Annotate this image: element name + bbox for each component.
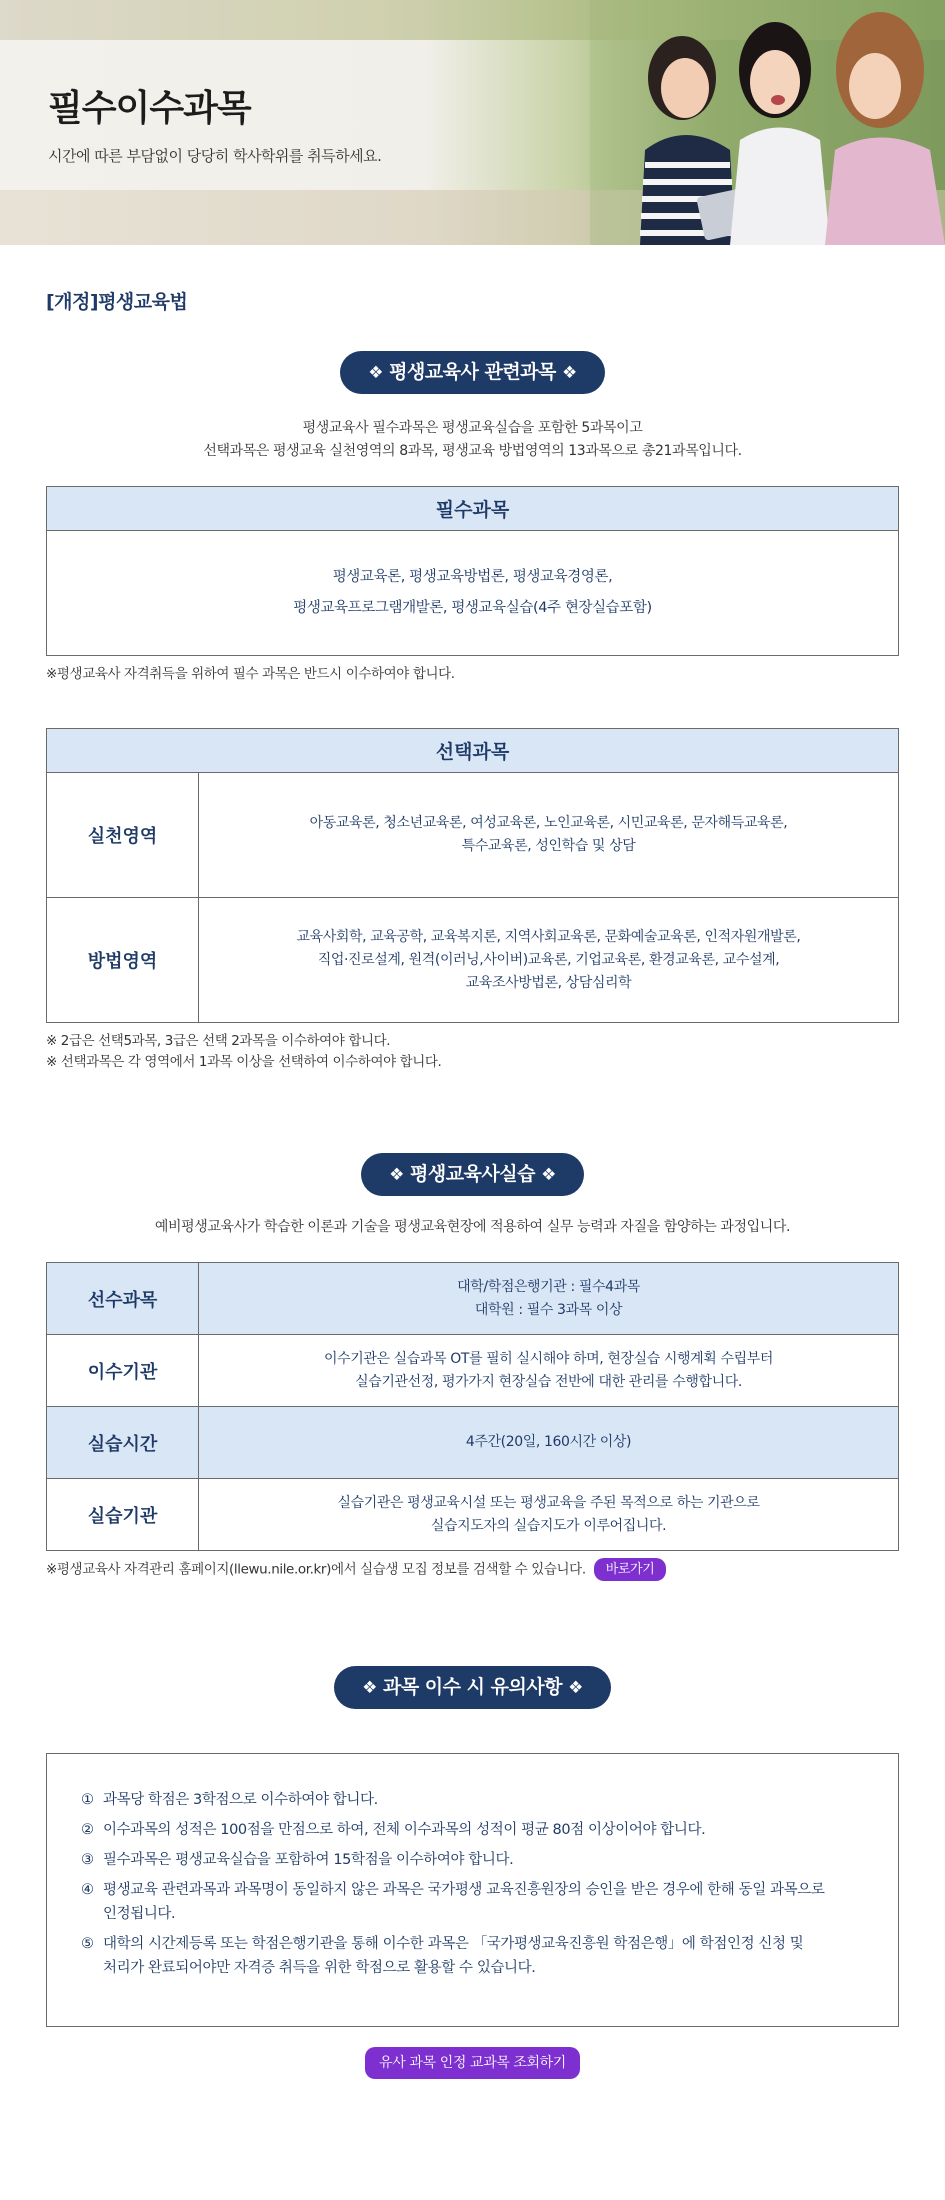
four-diamond-icon: ❖	[568, 1678, 583, 1698]
item-line: 과목당 학점은 3학점으로 이수하여야 합니다.	[103, 1792, 378, 1808]
section-pill-practicum	[361, 1153, 584, 1196]
students-photo	[590, 0, 945, 245]
item-number: ③	[81, 1852, 94, 1868]
row-label: 선수과목	[47, 1263, 199, 1335]
section2-lead: 예비평생교육사가 학습한 이론과 기술을 평생교육현장에 적용하여 실무 능력과 자질을 함양하는 과정입니다.	[154, 1219, 791, 1235]
value-line: 대학/학점은행기관 : 필수4과목	[457, 1278, 640, 1295]
item-number: ②	[81, 1822, 94, 1838]
table-header: 필수과목	[47, 487, 899, 531]
go-button[interactable]: 바로가기	[594, 1558, 667, 1581]
value-line: 직업·진로설계, 원격(이러닝,사이버)교육론, 기업교육론, 환경교육론, 교수설계,	[317, 951, 780, 968]
row-value	[199, 1407, 899, 1479]
lead-line: 평생교육사 필수과목은 평생교육실습을 포함한 5과목이고	[302, 420, 643, 436]
required-courses-cell	[47, 531, 899, 656]
row-value	[199, 1263, 899, 1335]
item-text	[103, 1848, 513, 1872]
elective-notes	[46, 1031, 899, 1073]
section1-lead	[46, 417, 899, 463]
row-label: 실천영역	[47, 773, 199, 898]
list-item	[81, 1788, 864, 1812]
pill-label: 과목 이수 시 유의사항	[382, 1676, 563, 1698]
elective-courses-table	[46, 728, 899, 1023]
item-line: 처리가 완료되어야만 자격증 취득을 위한 학점으로 활용할 수 있습니다.	[103, 1960, 536, 1976]
item-line: 평생교육 관련과목과 과목명이 동일하지 않은 과목은 국가평생 교육진흥원장의 승인을 받은 경우에 한해 동일 과목으로	[103, 1882, 825, 1898]
item-text	[103, 1788, 378, 1812]
pill-label: 평생교육사실습	[410, 1163, 535, 1185]
value-line: 대학원 : 필수 3과목 이상	[474, 1301, 623, 1318]
table-row	[47, 898, 899, 1023]
row-value	[199, 1479, 899, 1551]
table-row	[47, 1335, 899, 1407]
four-diamond-icon: ❖	[389, 1165, 404, 1185]
page-subtitle: 시간에 따른 부담없이 당당히 학사학위를 취득하세요.	[48, 147, 382, 165]
list-item	[81, 1878, 864, 1926]
value-line: 이수기관은 실습과목 OT를 필히 실시해야 하며, 현장실습 시행계획 수립부터	[324, 1350, 773, 1367]
item-number: ①	[81, 1792, 94, 1808]
row-value	[199, 773, 899, 898]
row-label: 실습시간	[47, 1407, 199, 1479]
course-line: 평생교육프로그램개발론, 평생교육실습(4주 현장실습포함)	[293, 600, 652, 616]
section-pill-related-courses	[340, 351, 605, 394]
value-line: 실습기관선정, 평가가지 현장실습 전반에 대한 관리를 수행합니다.	[355, 1373, 742, 1390]
item-line: 이수과목의 성적은 100점을 만점으로 하여, 전체 이수과목의 성적이 평균 80점 이상이어야 합니다.	[103, 1822, 706, 1838]
item-number: ④	[81, 1882, 94, 1898]
four-diamond-icon: ❖	[541, 1165, 556, 1185]
value-line: 교육조사방법론, 상담심리학	[465, 974, 632, 991]
note-line: ※ 2급은 선택5과목, 3급은 선택 2과목을 이수하여야 합니다.	[46, 1033, 391, 1049]
row-label: 실습기관	[47, 1479, 199, 1551]
cautions-list	[81, 1788, 864, 1980]
cautions-box	[46, 1753, 899, 2027]
lead-line: 선택과목은 평생교육 실천영역의 8과목, 평생교육 방법영역의 13과목으로 총21과목입니다.	[203, 443, 742, 459]
practicum-note: ※평생교육사 자격관리 홈페이지(llewu.nile.or.kr)에서 실습생 모집 정보를 검색할 수 있습니다.	[46, 1561, 586, 1578]
similar-course-lookup-button[interactable]: 유사 과목 인정 교과목 조회하기	[365, 2047, 580, 2079]
item-line: 필수과목은 평생교육실습을 포함하여 15학점을 이수하여야 합니다.	[103, 1852, 514, 1868]
item-text	[103, 1818, 705, 1842]
item-text	[103, 1878, 824, 1926]
item-line: 대학의 시간제등록 또는 학점은행기관을 통해 이수한 과목은 「국가평생교육진흥원 학점은행」에 학점인정 신청 및	[103, 1936, 804, 1952]
page-title: 필수이수과목	[48, 88, 251, 129]
table-row	[47, 1263, 899, 1335]
practicum-table	[46, 1262, 899, 1551]
item-number: ⑤	[81, 1936, 94, 1952]
value-line: 아동교육론, 청소년교육론, 여성교육론, 노인교육론, 시민교육론, 문자해득교육론,	[309, 815, 788, 831]
four-diamond-icon: ❖	[562, 363, 577, 383]
row-value	[199, 1335, 899, 1407]
required-courses-table	[46, 486, 899, 656]
note-line: ※ 선택과목은 각 영역에서 1과목 이상을 선택하여 이수하여야 합니다.	[46, 1054, 442, 1070]
four-diamond-icon: ❖	[368, 363, 383, 383]
table-row	[47, 1479, 899, 1551]
row-label: 방법영역	[47, 898, 199, 1023]
value-line: 실습기관은 평생교육시설 또는 평생교육을 주된 목적으로 하는 기관으로	[337, 1494, 760, 1511]
hero-text	[48, 80, 381, 166]
table-row	[47, 773, 899, 898]
hero-banner	[0, 0, 945, 245]
table-row	[47, 1407, 899, 1479]
law-title: [개정]평생교육법	[46, 291, 188, 313]
value-line: 교육사회학, 교육공학, 교육복지론, 지역사회교육론, 문화예술교육론, 인적자원개발론,	[296, 928, 801, 945]
row-label: 이수기관	[47, 1335, 199, 1407]
required-note: ※평생교육사 자격취득을 위하여 필수 과목은 반드시 이수하여야 합니다.	[46, 666, 455, 682]
practicum-note-row	[46, 1558, 899, 1581]
pill-label: 평생교육사 관련과목	[389, 361, 556, 383]
list-item	[81, 1848, 864, 1872]
value-line: 특수교육론, 성인학습 및 상담	[461, 838, 636, 854]
list-item	[81, 1932, 864, 1980]
item-text	[103, 1932, 803, 1980]
row-value	[199, 898, 899, 1023]
course-line: 평생교육론, 평생교육방법론, 평생교육경영론,	[332, 569, 613, 585]
value-line: 실습지도자의 실습지도가 이루어집니다.	[430, 1517, 667, 1534]
table-header: 선택과목	[47, 729, 899, 773]
four-diamond-icon: ❖	[362, 1678, 377, 1698]
item-line: 인정됩니다.	[103, 1906, 176, 1922]
list-item	[81, 1818, 864, 1842]
section-pill-cautions	[334, 1666, 611, 1709]
value-line: 4주간(20일, 160시간 이상)	[465, 1434, 632, 1450]
